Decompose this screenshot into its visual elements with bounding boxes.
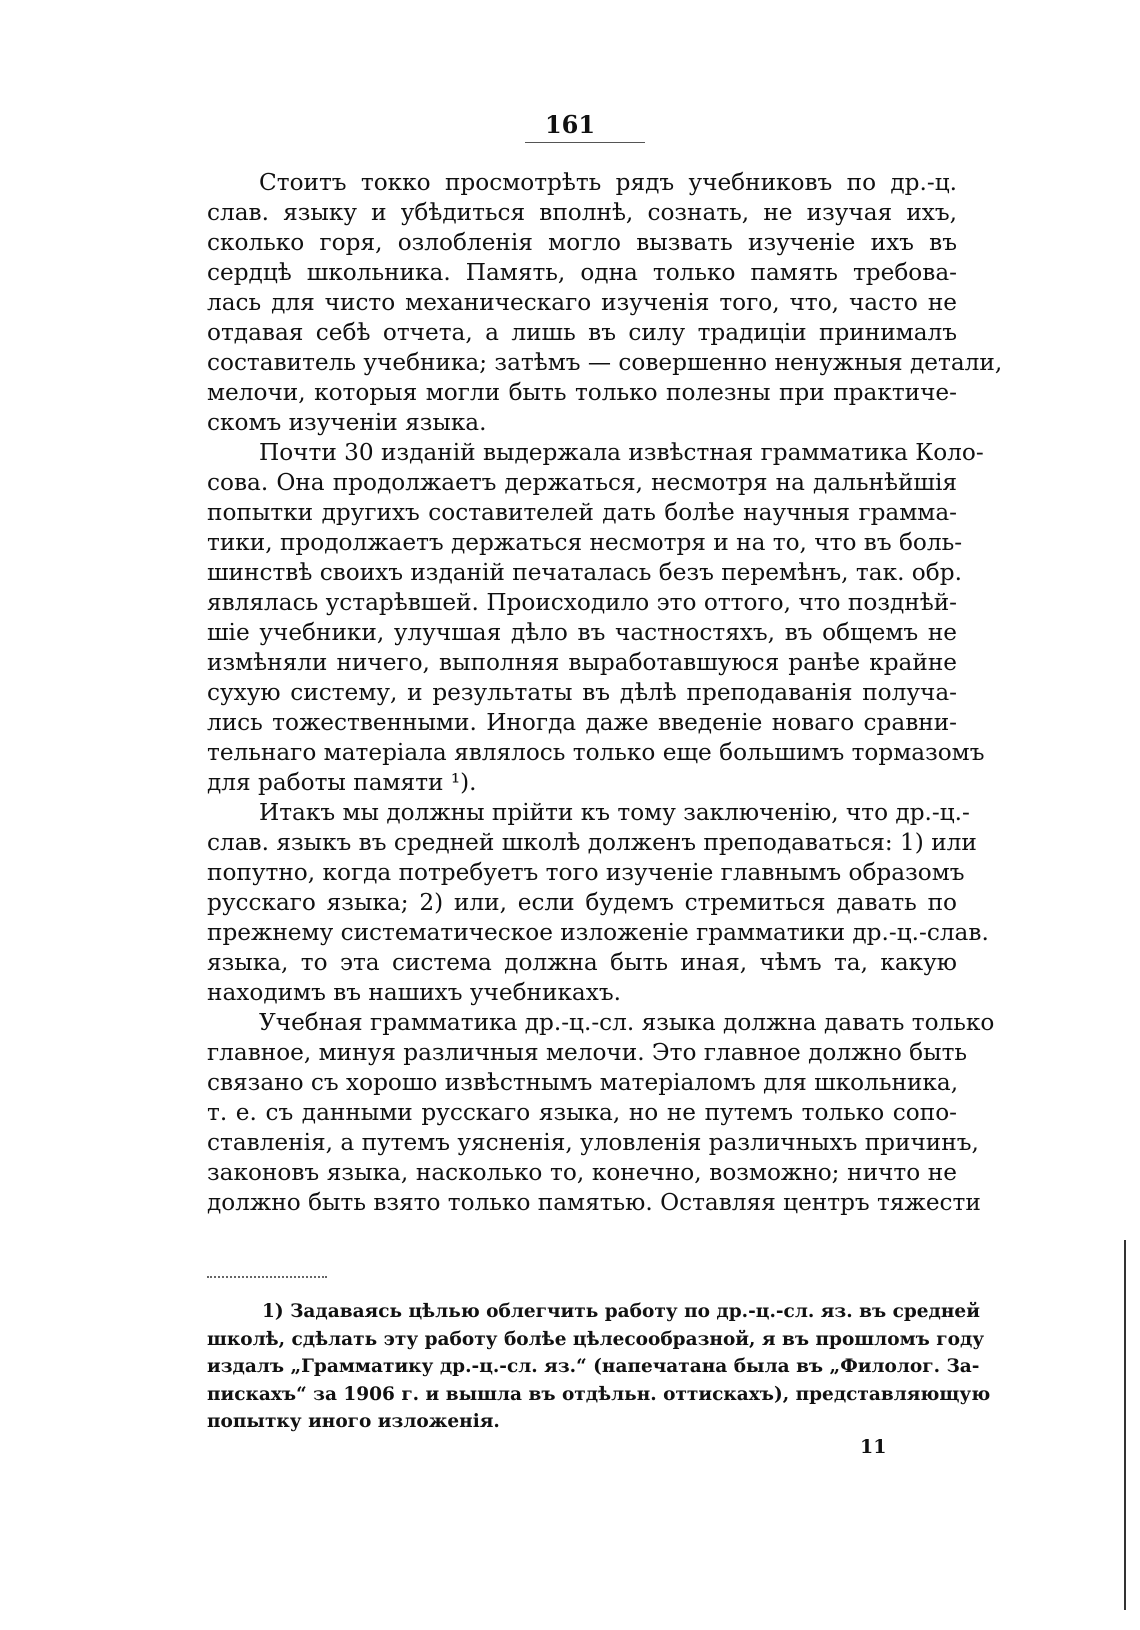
text-line: шіе учебники, улучшая дѣло въ частностяхъ, въ общемъ не: [207, 619, 957, 646]
text-line: лась для чисто механическаго изученія того, что, часто не: [207, 289, 957, 316]
text-line: должно быть взято только памятью. Оставляя центръ тяжести: [207, 1189, 981, 1216]
text-line: находимъ въ нашихъ учебникахъ.: [207, 979, 621, 1006]
footnote-line: 1) Задаваясь цѣлью облегчить работу по др.-ц.-сл. яз. въ средней: [262, 1301, 980, 1322]
text-line: слав. языку и убѣдиться вполнѣ, сознать, не изучая ихъ,: [207, 199, 957, 226]
text-line: Стоитъ токко просмотрѣть рядъ учебниковъ по др.-ц.: [259, 169, 957, 196]
text-line: тельнаго матеріала являлось только еще большимъ тормазомъ: [207, 739, 985, 766]
footnote-separator: [207, 1276, 327, 1278]
text-line: т. е. съ данными русскаго языка, но не путемъ только сопо-: [207, 1099, 957, 1126]
footnote-line: пискахъ“ за 1906 г. и вышла въ отдѣльн. оттискахъ), представляющую: [207, 1383, 991, 1405]
text-line: лись тожественными. Иногда даже введеніе новаго сравни-: [207, 709, 957, 736]
text-line: Учебная грамматика др.-ц.-сл. языка должна давать только: [259, 1009, 995, 1036]
text-line: скомъ изученіи языка.: [207, 409, 487, 436]
text-line: сколько горя, озлобленія могло вызвать изученіе ихъ въ: [207, 229, 957, 256]
text-line: попутно, когда потребуетъ того изученіе главнымъ образомъ: [207, 859, 965, 886]
footnote-line: издалъ „Грамматику др.-ц.-сл. яз.“ (напечатана была въ „Филолог. За-: [207, 1356, 980, 1377]
text-line: шинствѣ своихъ изданій печаталась безъ перемѣнъ, так. обр.: [207, 559, 962, 586]
body-text: [207, 168, 1003, 1218]
page-number: 161: [544, 110, 596, 139]
text-line: русскаго языка; 2) или, если будемъ стремиться давать по: [207, 889, 957, 916]
margin-rule: [1124, 1240, 1126, 1610]
text-line: сердцѣ школьника. Память, одна только память требова-: [207, 259, 957, 286]
text-line: законовъ языка, насколько то, конечно, возможно; ничто не: [207, 1159, 957, 1186]
header-rule: [525, 142, 645, 143]
footnote-line: школѣ, сдѣлать эту работу болѣе цѣлесообразной, я въ прошломъ году: [207, 1328, 985, 1350]
text-line: главное, минуя различныя мелочи. Это главное должно быть: [207, 1039, 968, 1066]
text-line: мелочи, которыя могли быть только полезны при практиче-: [207, 379, 957, 406]
text-line: языка, то эта система должна быть иная, чѣмъ та, какую: [207, 949, 957, 976]
text-line: составитель учебника; затѣмъ — совершенно ненужныя детали,: [207, 349, 1003, 376]
signature-mark: 11: [860, 1436, 887, 1458]
footnote: [207, 1298, 991, 1436]
text-line: сухую систему, и результаты въ дѣлѣ преподаванія получа-: [207, 679, 957, 706]
text-line: тики, продолжаетъ держаться несмотря и на то, что въ боль-: [207, 529, 963, 556]
text-line: попытки другихъ составителей дать болѣе научныя грамма-: [207, 499, 957, 526]
text-line: прежнему систематическое изложеніе грамматики др.-ц.-слав.: [207, 919, 989, 946]
text-line: Почти 30 изданій выдержала извѣстная грамматика Коло-: [259, 439, 984, 466]
text-line: ставленія, а путемъ уясненія, уловленія различныхъ причинъ,: [207, 1129, 979, 1156]
text-line: отдавая себѣ отчета, а лишь въ силу традиціи принималъ: [207, 319, 957, 346]
text-line: измѣняли ничего, выполняя выработавшуюся ранѣе крайне: [207, 649, 957, 676]
footnote-line: попытку иного изложенія.: [207, 1411, 500, 1432]
text-line: для работы памяти ¹).: [207, 769, 477, 796]
text-line: связано съ хорошо извѣстнымъ матеріаломъ для школьника,: [207, 1069, 959, 1096]
text-line: являлась устарѣвшей. Происходило это оттого, что позднѣй-: [207, 589, 957, 616]
text-line: сова. Она продолжаетъ держаться, несмотря на дальнѣйшія: [207, 469, 957, 496]
text-line: Итакъ мы должны прійти къ тому заключенію, что др.-ц.-: [259, 799, 970, 826]
text-line: слав. языкъ въ средней школѣ долженъ преподаваться: 1) или: [207, 829, 977, 856]
